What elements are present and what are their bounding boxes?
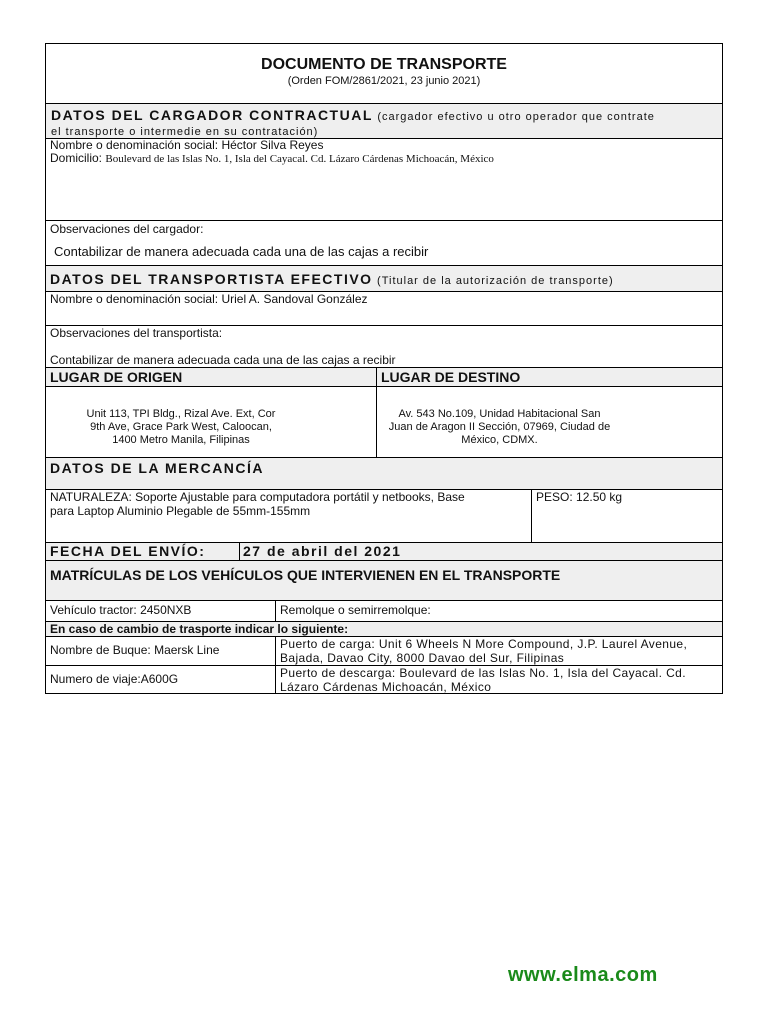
shipper-heading-note-2: el transporte o intermedie en su contratación) [51, 126, 319, 138]
shipper-observations: Contabilizar de manera adecuada cada una de las cajas a recibir [54, 244, 429, 259]
goods-heading-row [46, 457, 722, 489]
carrier-observations-label: Observaciones del transportista: [50, 326, 223, 340]
trip-row [46, 665, 722, 693]
shipper-observations-label: Observaciones del cargador: [50, 222, 204, 236]
document-title: DOCUMENTO DE TRANSPORTE [261, 56, 507, 73]
goods-nature-line-2: para Laptop Aluminio Plegable de 55mm-155mm [50, 504, 311, 518]
unload-port: Boulevard de las Islas No. 1, Isla del Cayacal. Cd. [399, 666, 686, 680]
shipper-heading-row [46, 103, 722, 138]
load-port: Unit 6 Wheels N More Compound, J.P. Laurel Avenue, [378, 637, 688, 651]
title-row [46, 44, 722, 103]
trip-number: A600G [140, 672, 179, 686]
origin-address-line-2: 9th Ave, Grace Park West, Caloocan, [90, 421, 272, 433]
trailer-label: Remolque o semirremolque: [280, 603, 431, 617]
origin-address-line-3: 1400 Metro Manila, Filipinas [112, 434, 250, 446]
goods-weight-label: PESO: [536, 490, 573, 504]
origin-heading: LUGAR DE ORIGEN [50, 369, 183, 385]
trip-label: Numero de viaje: [50, 672, 141, 686]
carrier-heading-note: (Titular de la autorización de transporte) [377, 275, 614, 287]
unload-port-line-2: Lázaro Cárdenas Michoacán, México [280, 680, 492, 694]
transport-document [45, 43, 723, 694]
shipping-date-label: FECHA DEL ENVÍO: [50, 543, 206, 559]
carrier-name-row [46, 291, 722, 325]
shipper-info-row [46, 138, 722, 220]
vehicles-heading: MATRÍCULAS DE LOS VEHÍCULOS QUE INTERVIENEN EN EL TRANSPORTE [50, 567, 561, 583]
document-subtitle: (Orden FOM/2861/2021, 23 junio 2021) [287, 75, 481, 87]
tractor-plate: 2450NXB [140, 603, 192, 617]
shipper-address-label: Domicilio: [50, 151, 103, 165]
goods-nature: Soporte Ajustable para computadora portátil y netbooks, Base [135, 490, 465, 504]
carrier-heading: DATOS DEL TRANSPORTISTA EFECTIVO [50, 271, 373, 287]
shipper-heading-note: (cargador efectivo u otro operador que contrate [377, 111, 655, 123]
load-port-line-1 [280, 637, 718, 651]
destination-address-line-2: Juan de Aragon II Sección, 07969, Ciudad de [388, 421, 611, 433]
load-port-label: Puerto de carga: [280, 637, 376, 651]
change-note: En caso de cambio de trasporte indicar lo siguiente: [50, 622, 349, 636]
destination-heading: LUGAR DE DESTINO [381, 369, 521, 385]
unload-port-label: Puerto de descarga: [280, 666, 396, 680]
goods-details-row [46, 489, 722, 542]
destination-address-line-3: México, CDMX. [461, 434, 538, 446]
shipping-date-row [46, 542, 722, 560]
places-heading-row [46, 367, 722, 386]
shipper-name-line [50, 139, 718, 152]
places-address-row [46, 386, 722, 457]
vehicles-plates-row [46, 600, 722, 621]
website-link[interactable]: www.elma.com [508, 964, 658, 986]
ship-name: Maersk Line [154, 643, 220, 657]
carrier-name-label: Nombre o denominación social: [50, 292, 219, 306]
unload-port-line-1 [280, 666, 718, 680]
goods-heading: DATOS DE LA MERCANCÍA [50, 460, 265, 476]
carrier-name: Uriel A. Sandoval González [221, 292, 368, 306]
ship-label: Nombre de Buque: [50, 643, 151, 657]
origin-address-line-1: Unit 113, TPI Bldg., Rizal Ave. Ext, Cor [86, 408, 276, 420]
change-note-row [46, 621, 722, 636]
goods-weight: 12.50 kg [576, 490, 623, 504]
shipper-address: Boulevard de las Islas No. 1, Isla del Cayacal. Cd. Lázaro Cárdenas Michoacán, México [105, 153, 494, 165]
carrier-observations-row [46, 325, 722, 367]
shipper-observations-row [46, 220, 722, 265]
goods-nature-label: NATURALEZA: [50, 490, 132, 504]
shipper-address-line [50, 152, 718, 166]
shipping-date: 27 de abril del 2021 [243, 543, 402, 559]
carrier-heading-row [46, 265, 722, 291]
goods-nature-line-1 [50, 490, 527, 504]
vehicles-heading-row [46, 560, 722, 600]
load-port-line-2: Bajada, Davao City, 8000 Davao del Sur, Filipinas [280, 651, 565, 665]
shipper-name-label: Nombre o denominación social: [50, 138, 219, 152]
carrier-observations: Contabilizar de manera adecuada cada una de las cajas a recibir [50, 353, 396, 367]
ship-row [46, 636, 722, 665]
shipper-heading: DATOS DEL CARGADOR CONTRACTUAL [51, 107, 373, 123]
tractor-label: Vehículo tractor: [50, 603, 137, 617]
destination-address-line-1: Av. 543 No.109, Unidad Habitacional San [398, 408, 601, 420]
shipper-name: Héctor Silva Reyes [221, 138, 324, 152]
